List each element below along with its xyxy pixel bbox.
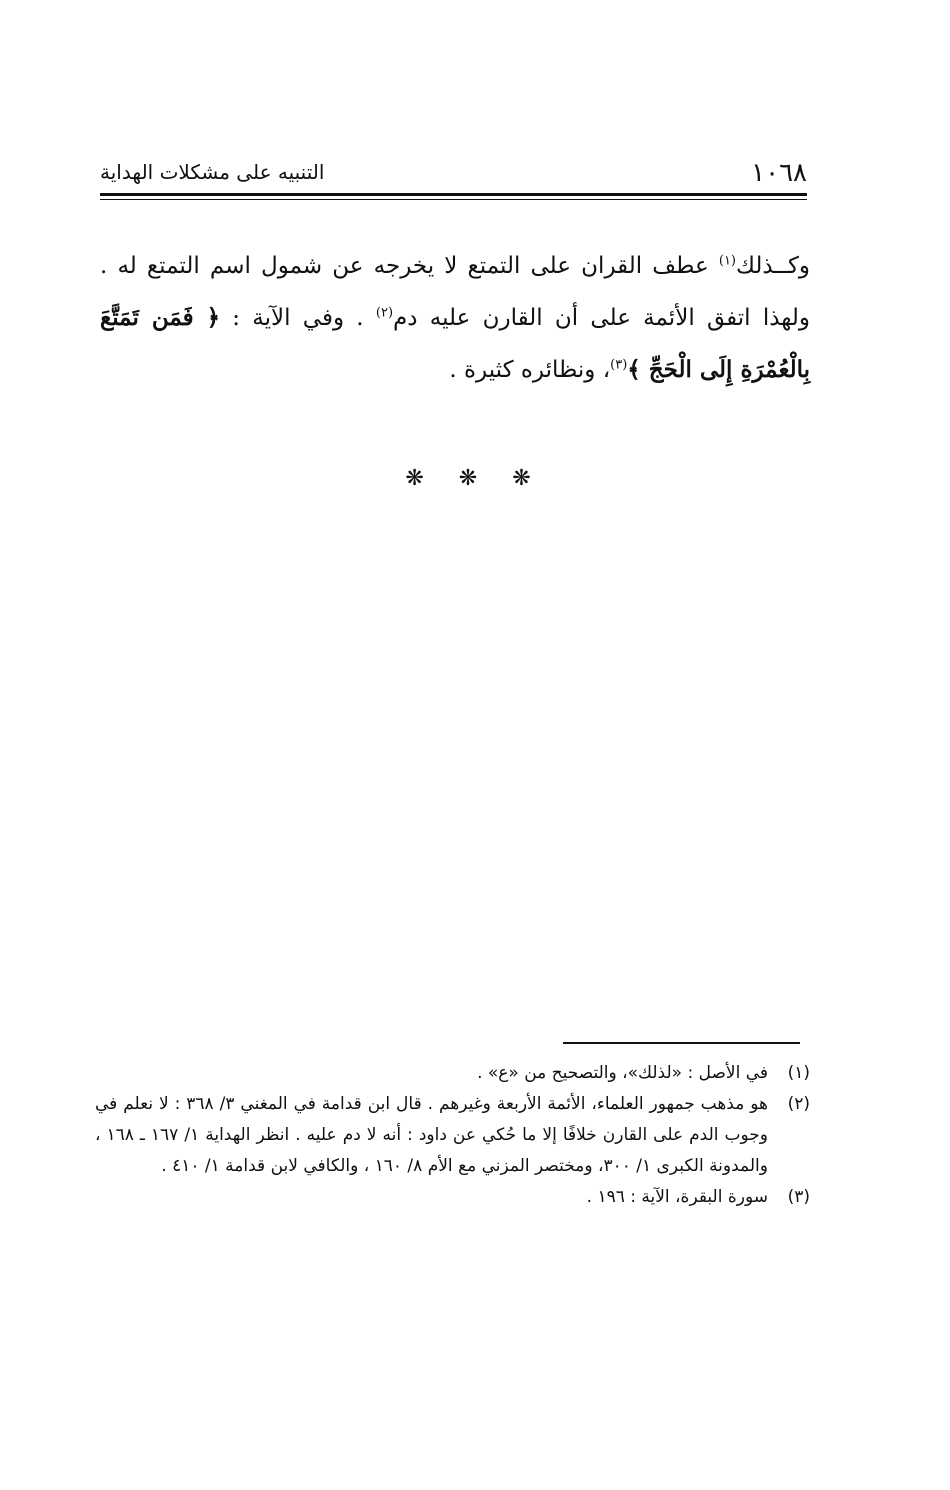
footnote-1 bbox=[95, 1058, 810, 1089]
quran-verse: ﴿ فَمَن تَمَتَّعَ بِالْعُمْرَةِ إِلَى الْحَجِّ ﴾ bbox=[100, 304, 810, 383]
footnote-ref-3[interactable]: (٣) bbox=[610, 357, 628, 373]
footnote-text: سورة البقرة، الآية : ١٩٦ . bbox=[586, 1187, 768, 1207]
page-header bbox=[100, 158, 807, 188]
paragraph-text: عطف القران على التمتع لا يخرجه عن شمول اسم التمتع له . ولهذا اتفق الأئمة على أن القارن عليه دم bbox=[100, 253, 810, 331]
section-separator: ❋ ❋ ❋ bbox=[405, 466, 545, 491]
footnote-rule bbox=[563, 1042, 800, 1044]
footnote-2 bbox=[95, 1089, 810, 1182]
footnote-marker: (١) bbox=[787, 1063, 810, 1083]
footnote-ref-1[interactable]: (١) bbox=[718, 253, 736, 269]
paragraph-text: . وفي الآية : bbox=[220, 305, 376, 331]
footnote-text: هو مذهب جمهور العلماء، الأئمة الأربعة وغيرهم . قال ابن قدامة في المغني ٣/ ٣٦٨ : لا نعلم في وجوب الدم على القارن خلافًا إلا ما حُكي عن داود : أنه لا دم عليه . انظر الهداية ١/ ١٦٧ ـ ١٦٨ ، والمدونة الكبرى ١/ ٣٠٠، ومختصر المزني مع الأم ٨/ ١٦٠ ، والكافي لابن قدامة ١/ ٤١٠ . bbox=[95, 1094, 768, 1176]
running-title: التنبيه على مشكلات الهداية bbox=[100, 160, 325, 184]
footnote-marker: (٢) bbox=[787, 1094, 810, 1114]
page-number: ١٠٦٨ bbox=[751, 158, 807, 188]
footnotes bbox=[95, 1058, 810, 1213]
footnote-text: في الأصل : «لذلك»، والتصحيح من «ع» . bbox=[477, 1063, 768, 1083]
main-paragraph bbox=[100, 240, 810, 396]
footnote-marker: (٣) bbox=[787, 1187, 810, 1207]
header-rule-thin bbox=[100, 199, 807, 200]
header-rule-thick bbox=[100, 193, 807, 196]
paragraph-text: وكــذلك bbox=[736, 253, 810, 279]
footnote-ref-2[interactable]: (٢) bbox=[375, 305, 394, 321]
paragraph-text: ، ونظائره كثيرة . bbox=[449, 357, 611, 383]
footnote-3 bbox=[95, 1182, 810, 1213]
